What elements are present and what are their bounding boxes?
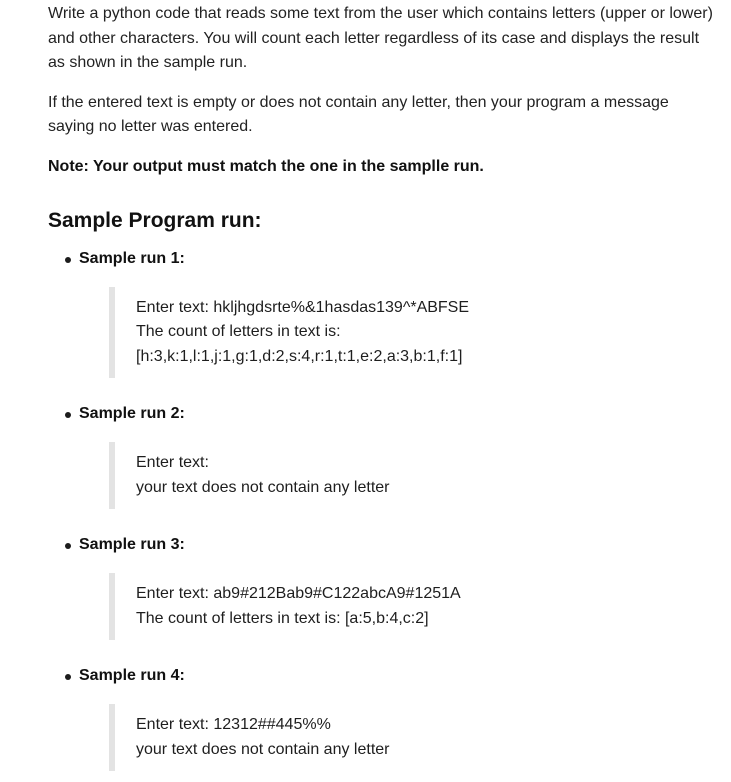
- empty-input-paragraph: If the entered text is empty or does not contain any letter, then your program a message saying no letter was entered.: [48, 93, 669, 135]
- output-line: your text does not contain any letter: [136, 740, 390, 758]
- output-line: Enter text:: [136, 454, 209, 471]
- sample-run-label: Sample run 1:: [79, 249, 185, 267]
- assignment-document: [48, 2, 716, 771]
- sample-run-3: [48, 535, 716, 666]
- bullet-icon: [65, 257, 71, 263]
- sample-run-label: Sample run 2:: [79, 405, 185, 422]
- output-line: Enter text: ab9#212Bab9#C122abcA9#1251A: [136, 585, 461, 602]
- output-line: Enter text: 12312##445%%: [136, 716, 331, 733]
- sample-run-output: [109, 442, 716, 509]
- sample-run-2: [48, 404, 716, 535]
- sample-run-output: [109, 704, 716, 771]
- sample-run-output: [109, 287, 716, 379]
- sample-run-title: [48, 666, 716, 686]
- sample-run-title: [48, 249, 716, 269]
- output-line: The count of letters in text is: [a:5,b:4,c:2]: [136, 609, 429, 627]
- bullet-icon: [65, 412, 71, 418]
- sample-run-label: Sample run 4:: [79, 667, 185, 684]
- output-line: The count of letters in text is:: [136, 323, 341, 340]
- sample-run-output: [109, 573, 716, 640]
- sample-run-title: [48, 404, 716, 424]
- output-line: your text does not contain any letter: [136, 478, 390, 496]
- bullet-icon: [65, 674, 71, 680]
- sample-run-label: Sample run 3:: [79, 536, 185, 553]
- sample-run-title: [48, 535, 716, 555]
- sample-run-1: [48, 249, 716, 405]
- sample-runs-list: [48, 249, 716, 772]
- sample-program-heading: Sample Program run:: [48, 208, 262, 232]
- note-text: Note: Your output must match the one in the samplle run.: [48, 157, 484, 175]
- output-line: Enter text: hkljhgdsrte%&1hasdas139^*ABFSE: [136, 298, 470, 316]
- output-line: [h:3,k:1,l:1,j:1,g:1,d:2,s:4,r:1,t:1,e:2,a:3,b:1,f:1]: [136, 347, 463, 365]
- bullet-icon: [65, 543, 71, 549]
- sample-run-4: [48, 666, 716, 771]
- intro-paragraph: Write a python code that reads some text from the user which contains letters (upper or lower) and other characters. You will count each letter regardless of its case and displays the result as shown in the sample run.: [48, 5, 713, 71]
